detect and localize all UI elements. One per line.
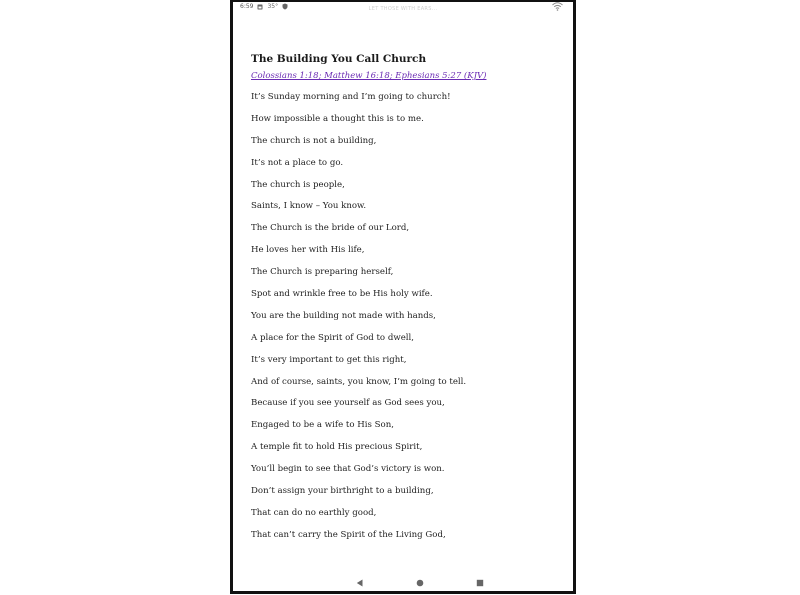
poem-line: Don’t assign your birthright to a building, (251, 486, 434, 497)
poem-line: The Church is preparing herself, (251, 267, 394, 278)
poem-line: The church is not a building, (251, 135, 377, 146)
navigation-bar (233, 575, 573, 591)
poem-content (251, 50, 561, 547)
poem-line: You’ll begin to see that God’s victory is won. (251, 464, 445, 475)
poem-line: A temple fit to hold His precious Spirit, (251, 442, 423, 453)
tablet-screen (230, 0, 576, 594)
scripture-reference-link[interactable]: Colossians 1:18; Matthew 16:18; Ephesians 5:27 (KJV) (251, 71, 487, 81)
poem-line: A place for the Spirit of God to dwell, (251, 332, 415, 343)
poem-line: He loves her with His life, (251, 245, 365, 256)
status-temperature: 35° (267, 3, 279, 10)
recents-icon[interactable] (475, 578, 485, 588)
status-bar (233, 2, 573, 16)
poem-line: It’s very important to get this right, (251, 354, 407, 365)
home-icon[interactable] (415, 578, 425, 588)
poem-line: Spot and wrinkle free to be His holy wife. (251, 289, 433, 300)
poem-line: It’s not a place to go. (251, 157, 344, 168)
poem-title: The Building You Call Church (251, 53, 427, 65)
app-title: LET THOSE WITH EARS... (368, 6, 438, 12)
poem-line: Saints, I know – You know. (251, 201, 367, 212)
poem-line: That can’t carry the Spirit of the Living God, (251, 529, 446, 540)
status-time: 6:59 (240, 3, 254, 10)
poem-line: Because if you see yourself as God sees you, (251, 398, 445, 409)
poem-line: The Church is the bride of our Lord, (251, 223, 410, 234)
poem-line: It’s Sunday morning and I’m going to church! (251, 92, 451, 102)
poem-line: Engaged to be a wife to His Son, (251, 420, 394, 431)
wifi-icon (552, 2, 563, 13)
poem-line: That can do no earthly good, (251, 507, 377, 518)
poem-lines (251, 87, 561, 547)
back-icon[interactable] (354, 578, 364, 588)
poem-line: How impossible a thought this is to me. (251, 113, 424, 124)
poem-line: The church is people, (251, 179, 345, 190)
poem-line: And of course, saints, you know, I’m going to tell. (251, 376, 467, 387)
poem-line: You are the building not made with hands, (251, 310, 436, 321)
